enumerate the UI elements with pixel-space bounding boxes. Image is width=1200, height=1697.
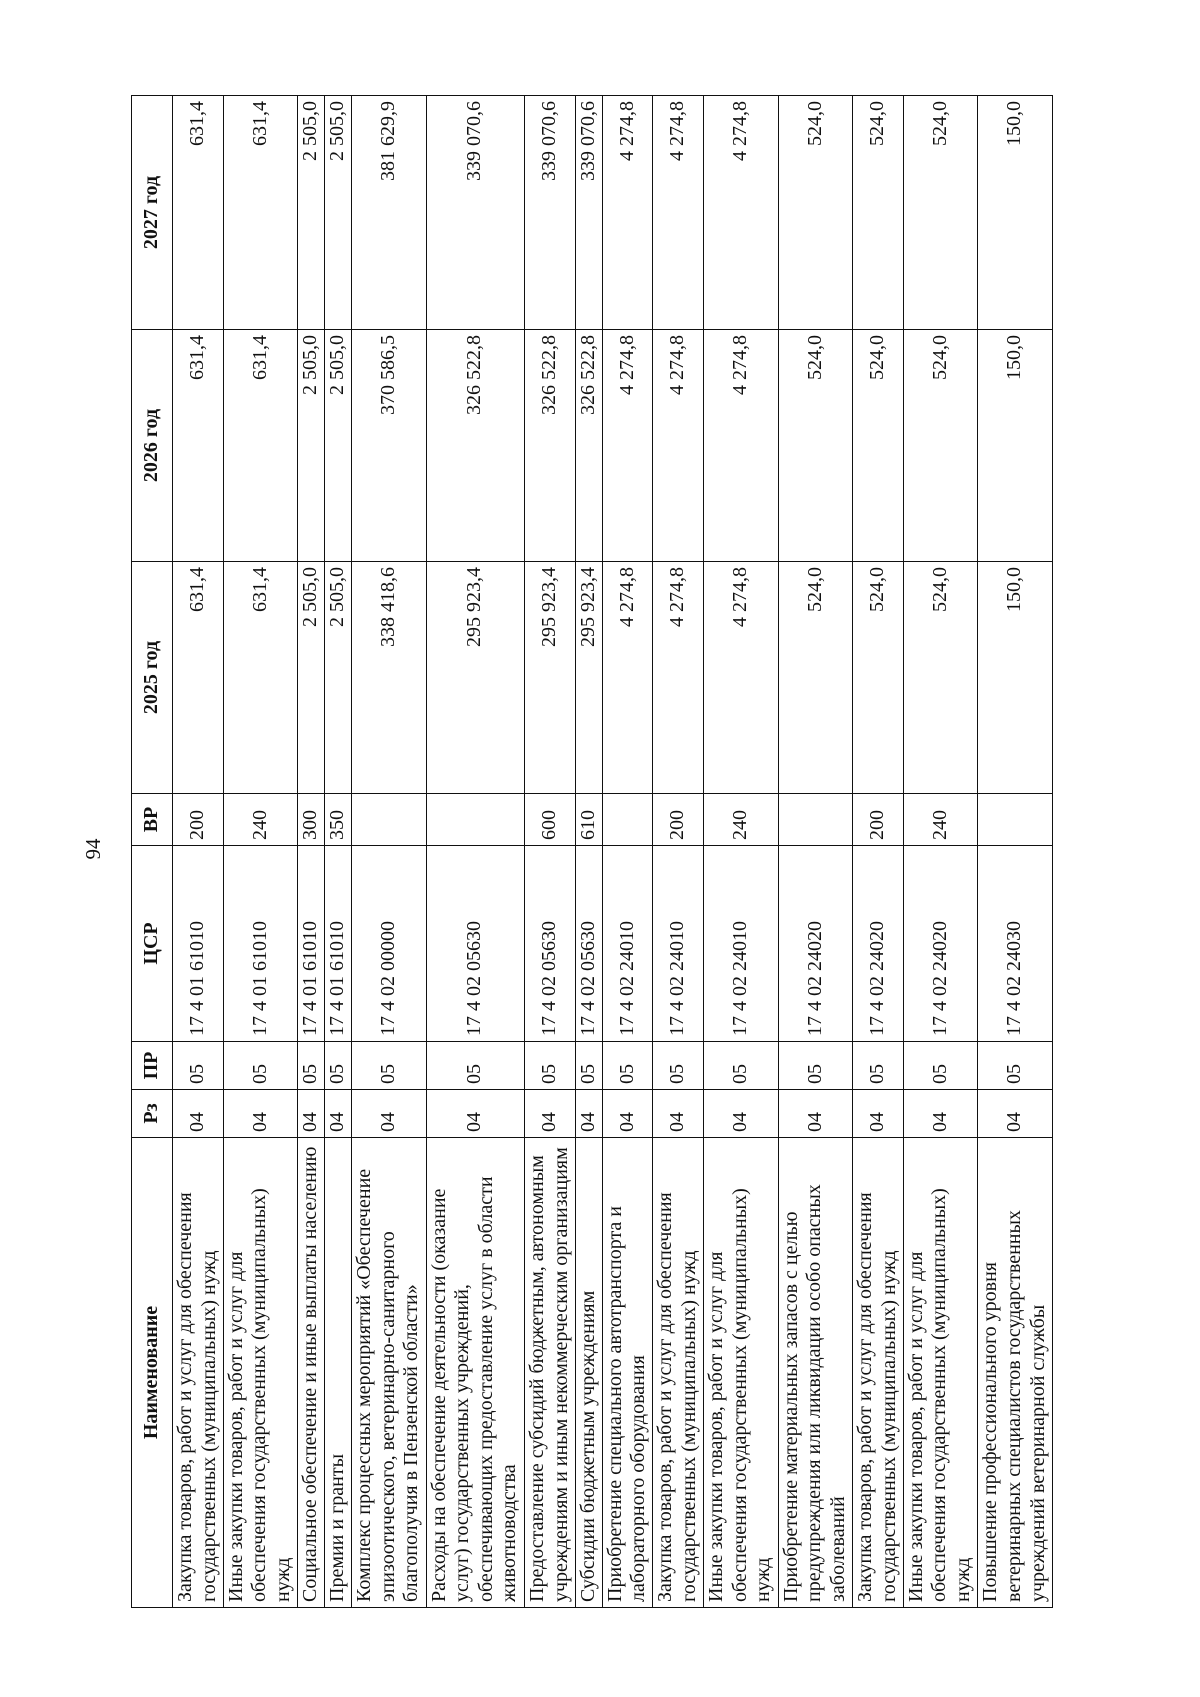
- cell-2027: 2 505,0: [298, 96, 325, 330]
- cell-rz: 04: [352, 1090, 427, 1138]
- cell-name: Закупка товаров, работ и услуг для обеспечения государственных (муниципальных) нужд: [173, 1138, 224, 1608]
- cell-2026: 631,4: [223, 330, 298, 562]
- table-row: [173, 96, 224, 1608]
- cell-pr: 05: [575, 1042, 602, 1090]
- cell-2027: 339 070,6: [524, 96, 575, 330]
- cell-rz: 04: [575, 1090, 602, 1138]
- cell-csr: 17 4 02 00000: [352, 846, 427, 1042]
- cell-vr: [978, 794, 1053, 846]
- table-row: [853, 96, 904, 1608]
- cell-csr: 17 4 02 05630: [524, 846, 575, 1042]
- cell-csr: 17 4 02 05630: [575, 846, 602, 1042]
- cell-pr: 05: [653, 1042, 704, 1090]
- cell-2027: 339 070,6: [575, 96, 602, 330]
- cell-2025: 524,0: [903, 562, 978, 794]
- cell-2027: 381 629,9: [352, 96, 427, 330]
- table-row: [978, 96, 1053, 1608]
- cell-name: Иные закупки товаров, работ и услуг для обеспечения государственных (муниципальных) нужд: [223, 1138, 298, 1608]
- cell-2025: 2 505,0: [298, 562, 325, 794]
- cell-2025: 631,4: [223, 562, 298, 794]
- table-row: [903, 96, 978, 1608]
- cell-vr: 200: [173, 794, 224, 846]
- table-row: [602, 96, 653, 1608]
- cell-2025: 631,4: [173, 562, 224, 794]
- cell-vr: [602, 794, 653, 846]
- page-number: 94: [81, 838, 105, 860]
- cell-2027: 631,4: [173, 96, 224, 330]
- header-csr: ЦСР: [132, 846, 173, 1042]
- cell-pr: 05: [298, 1042, 325, 1090]
- cell-2027: 4 274,8: [653, 96, 704, 330]
- cell-2025: 295 923,4: [575, 562, 602, 794]
- cell-csr: 17 4 02 24010: [602, 846, 653, 1042]
- cell-vr: 200: [653, 794, 704, 846]
- cell-vr: [426, 794, 524, 846]
- cell-2026: 2 505,0: [325, 330, 352, 562]
- cell-name: Иные закупки товаров, работ и услуг для обеспечения государственных (муниципальных) нужд: [903, 1138, 978, 1608]
- cell-csr: 17 4 01 61010: [223, 846, 298, 1042]
- cell-csr: 17 4 02 24020: [903, 846, 978, 1042]
- cell-2026: 370 586,5: [352, 330, 427, 562]
- cell-pr: 05: [325, 1042, 352, 1090]
- cell-2026: 524,0: [778, 330, 853, 562]
- cell-pr: 05: [853, 1042, 904, 1090]
- cell-csr: 17 4 01 61010: [298, 846, 325, 1042]
- cell-rz: 04: [524, 1090, 575, 1138]
- cell-name: Приобретение материальных запасов с целью предупреждения или ликвидации особо опасных заболеваний: [778, 1138, 853, 1608]
- cell-rz: 04: [703, 1090, 778, 1138]
- cell-vr: 240: [903, 794, 978, 846]
- table-body: [173, 96, 1053, 1608]
- cell-2026: 2 505,0: [298, 330, 325, 562]
- table-row: [352, 96, 427, 1608]
- cell-csr: 17 4 02 24030: [978, 846, 1053, 1042]
- cell-name: Иные закупки товаров, работ и услуг для обеспечения государственных (муниципальных) нужд: [703, 1138, 778, 1608]
- header-2027: 2027 год: [132, 96, 173, 330]
- cell-rz: 04: [173, 1090, 224, 1138]
- cell-2026: 631,4: [173, 330, 224, 562]
- table-row: [524, 96, 575, 1608]
- table-row: [223, 96, 298, 1608]
- table-row: [426, 96, 524, 1608]
- cell-csr: 17 4 02 24020: [778, 846, 853, 1042]
- cell-2026: 524,0: [853, 330, 904, 562]
- header-name: Наименование: [132, 1138, 173, 1608]
- cell-name: Закупка товаров, работ и услуг для обеспечения государственных (муниципальных) нужд: [653, 1138, 704, 1608]
- cell-rz: 04: [653, 1090, 704, 1138]
- table-header-row: [132, 96, 173, 1608]
- cell-rz: 04: [298, 1090, 325, 1138]
- cell-pr: 05: [903, 1042, 978, 1090]
- cell-vr: 200: [853, 794, 904, 846]
- cell-name: Расходы на обеспечение деятельности (оказание услуг) государственных учреждений, обеспечивающих предоставление услуг в области животноводства: [426, 1138, 524, 1608]
- cell-vr: 240: [223, 794, 298, 846]
- cell-2027: 524,0: [853, 96, 904, 330]
- cell-2027: 339 070,6: [426, 96, 524, 330]
- table-row: [778, 96, 853, 1608]
- cell-2027: 2 505,0: [325, 96, 352, 330]
- cell-2025: 295 923,4: [524, 562, 575, 794]
- cell-name: Предоставление субсидий бюджетным, автономным учреждениям и иным некоммерческим организациям: [524, 1138, 575, 1608]
- cell-rz: 04: [602, 1090, 653, 1138]
- cell-2025: 295 923,4: [426, 562, 524, 794]
- cell-rz: 04: [853, 1090, 904, 1138]
- table-row: [298, 96, 325, 1608]
- cell-rz: 04: [978, 1090, 1053, 1138]
- cell-name: Закупка товаров, работ и услуг для обеспечения государственных (муниципальных) нужд: [853, 1138, 904, 1608]
- cell-pr: 05: [703, 1042, 778, 1090]
- cell-rz: 04: [223, 1090, 298, 1138]
- rotated-table-container: [131, 96, 1053, 1608]
- cell-rz: 04: [778, 1090, 853, 1138]
- cell-2027: 4 274,8: [703, 96, 778, 330]
- budget-table: [131, 95, 1053, 1608]
- cell-pr: 05: [352, 1042, 427, 1090]
- cell-2026: 524,0: [903, 330, 978, 562]
- cell-2026: 326 522,8: [575, 330, 602, 562]
- cell-csr: 17 4 01 61010: [325, 846, 352, 1042]
- cell-csr: 17 4 02 24010: [653, 846, 704, 1042]
- cell-pr: 05: [978, 1042, 1053, 1090]
- table-row: [653, 96, 704, 1608]
- header-2026: 2026 год: [132, 330, 173, 562]
- cell-2026: 4 274,8: [653, 330, 704, 562]
- header-2025: 2025 год: [132, 562, 173, 794]
- cell-2026: 326 522,8: [426, 330, 524, 562]
- cell-pr: 05: [223, 1042, 298, 1090]
- cell-2025: 338 418,6: [352, 562, 427, 794]
- cell-vr: [352, 794, 427, 846]
- cell-vr: 300: [298, 794, 325, 846]
- cell-rz: 04: [426, 1090, 524, 1138]
- cell-2026: 150,0: [978, 330, 1053, 562]
- cell-name: Субсидии бюджетным учреждениям: [575, 1138, 602, 1608]
- cell-2026: 326 522,8: [524, 330, 575, 562]
- cell-2025: 2 505,0: [325, 562, 352, 794]
- cell-rz: 04: [325, 1090, 352, 1138]
- cell-2025: 4 274,8: [653, 562, 704, 794]
- cell-pr: 05: [524, 1042, 575, 1090]
- cell-vr: 350: [325, 794, 352, 846]
- cell-vr: [778, 794, 853, 846]
- cell-2027: 524,0: [903, 96, 978, 330]
- cell-csr: 17 4 02 24010: [703, 846, 778, 1042]
- cell-name: Премии и гранты: [325, 1138, 352, 1608]
- cell-name: Социальное обеспечение и иные выплаты населению: [298, 1138, 325, 1608]
- cell-2027: 524,0: [778, 96, 853, 330]
- table-row: [325, 96, 352, 1608]
- cell-pr: 05: [778, 1042, 853, 1090]
- table-row: [575, 96, 602, 1608]
- cell-pr: 05: [602, 1042, 653, 1090]
- cell-name: Комплекс процессных мероприятий «Обеспечение эпизоотического, ветеринарно-санитарного благополучия в Пензенской области»: [352, 1138, 427, 1608]
- cell-name: Повышение профессионального уровня ветеринарных специалистов государственных учреждений ветеринарной службы: [978, 1138, 1053, 1608]
- cell-vr: 610: [575, 794, 602, 846]
- header-rz: Рз: [132, 1090, 173, 1138]
- cell-vr: 600: [524, 794, 575, 846]
- cell-pr: 05: [173, 1042, 224, 1090]
- cell-2027: 150,0: [978, 96, 1053, 330]
- cell-2027: 4 274,8: [602, 96, 653, 330]
- cell-rz: 04: [903, 1090, 978, 1138]
- header-pr: ПР: [132, 1042, 173, 1090]
- cell-2025: 524,0: [853, 562, 904, 794]
- cell-2025: 150,0: [978, 562, 1053, 794]
- cell-2025: 524,0: [778, 562, 853, 794]
- header-vr: ВР: [132, 794, 173, 846]
- cell-2026: 4 274,8: [602, 330, 653, 562]
- cell-2025: 4 274,8: [703, 562, 778, 794]
- cell-csr: 17 4 01 61010: [173, 846, 224, 1042]
- cell-2026: 4 274,8: [703, 330, 778, 562]
- cell-csr: 17 4 02 05630: [426, 846, 524, 1042]
- cell-pr: 05: [426, 1042, 524, 1090]
- cell-csr: 17 4 02 24020: [853, 846, 904, 1042]
- cell-vr: 240: [703, 794, 778, 846]
- cell-2027: 631,4: [223, 96, 298, 330]
- cell-2025: 4 274,8: [602, 562, 653, 794]
- table-row: [703, 96, 778, 1608]
- cell-name: Приобретение специального автотранспорта и лабораторного оборудования: [602, 1138, 653, 1608]
